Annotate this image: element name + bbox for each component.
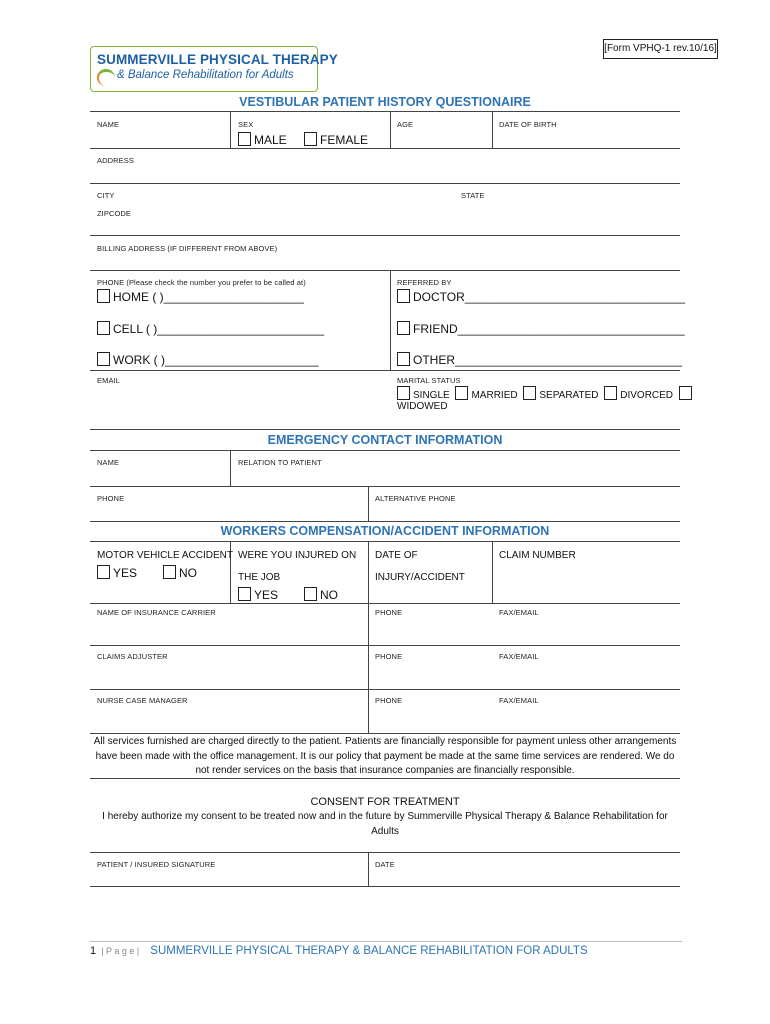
injury-date-label-1: DATE OF xyxy=(375,550,418,561)
other-option[interactable] xyxy=(397,352,682,367)
phone-label: PHONE (Please check the number you prefer to be called at) xyxy=(97,278,306,287)
page-number: 1 xyxy=(90,945,97,957)
divider xyxy=(230,111,231,148)
job-yes-option[interactable] xyxy=(238,587,278,602)
insurance-carrier-label: NAME OF INSURANCE CARRIER xyxy=(97,608,216,617)
divider xyxy=(90,689,680,690)
mva-label: MOTOR VEHICLE ACCIDENT xyxy=(97,550,233,561)
home-checkbox[interactable] xyxy=(97,289,110,303)
divider xyxy=(492,541,493,603)
divider xyxy=(90,111,680,112)
other-checkbox[interactable] xyxy=(397,352,410,366)
emergency-name-label: NAME xyxy=(97,458,120,467)
work-checkbox[interactable] xyxy=(97,352,110,366)
mva-no-option[interactable] xyxy=(163,565,197,580)
divider xyxy=(90,541,680,542)
sex-label: SEX xyxy=(238,120,254,129)
single-checkbox[interactable] xyxy=(397,386,410,400)
practice-logo xyxy=(90,46,338,92)
cell-phone-option[interactable] xyxy=(97,321,324,336)
married-label: MARRIED xyxy=(471,390,518,401)
nurse-case-manager-label: NURSE CASE MANAGER xyxy=(97,696,188,705)
emergency-title: EMERGENCY CONTACT INFORMATION xyxy=(267,433,503,447)
friend-option[interactable] xyxy=(397,321,685,336)
divorced-checkbox[interactable] xyxy=(604,386,617,400)
logo-swoosh-icon xyxy=(97,69,115,86)
adjuster-phone-label: PHONE xyxy=(375,652,403,661)
footer-practice-name: SUMMERVILLE PHYSICAL THERAPY & BALANCE REHABILITATION FOR ADULTS xyxy=(150,945,588,957)
home-phone-option[interactable] xyxy=(97,289,304,304)
divider xyxy=(90,852,680,853)
alt-phone-label: ALTERNATIVE PHONE xyxy=(375,494,456,503)
female-option[interactable] xyxy=(304,132,368,147)
logo-line-2: & Balance Rehabilitation for Adults xyxy=(117,69,294,81)
divider xyxy=(368,645,369,689)
divider xyxy=(90,521,680,522)
job-no-label: NO xyxy=(320,588,338,602)
divider xyxy=(90,645,680,646)
divider xyxy=(230,450,231,486)
divorced-label: DIVORCED xyxy=(620,390,674,401)
page-label: | P a g e | xyxy=(101,946,140,956)
relation-label: RELATION TO PATIENT xyxy=(238,458,322,467)
female-checkbox[interactable] xyxy=(304,132,317,146)
zipcode-label: ZIPCODE xyxy=(97,209,132,218)
injury-date-label-2: INJURY/ACCIDENT xyxy=(375,572,465,583)
divider xyxy=(390,111,391,148)
widowed-label: WIDOWED xyxy=(397,401,448,412)
consent-title: CONSENT FOR TREATMENT xyxy=(310,796,460,808)
separated-label: SEPARATED xyxy=(539,390,599,401)
doctor-checkbox[interactable] xyxy=(397,289,410,303)
divider xyxy=(90,270,680,271)
separated-checkbox[interactable] xyxy=(523,386,536,400)
footer-divider xyxy=(90,941,682,942)
city-label: CITY xyxy=(97,191,115,200)
divider xyxy=(368,689,369,733)
footer xyxy=(90,945,588,957)
divider xyxy=(390,270,391,370)
divider xyxy=(368,541,369,645)
referred-by-label: REFERRED BY xyxy=(397,278,452,287)
mva-yes-label: YES xyxy=(113,566,138,580)
male-option[interactable] xyxy=(238,132,287,147)
friend-label: FRIEND__________________________________ xyxy=(413,322,685,336)
address-label: ADDRESS xyxy=(97,156,134,165)
logo-line-1: SUMMERVILLE PHYSICAL THERAPY xyxy=(97,52,338,67)
nurse-phone-label: PHONE xyxy=(375,696,403,705)
email-label: EMAIL xyxy=(97,376,121,385)
injured-label-1: WERE YOU INJURED ON xyxy=(238,550,357,561)
divider xyxy=(90,603,680,604)
job-no-option[interactable] xyxy=(304,587,338,602)
divider xyxy=(90,733,680,734)
work-phone-option[interactable] xyxy=(97,352,319,367)
divider xyxy=(90,450,680,451)
name-label: NAME xyxy=(97,120,120,129)
divider xyxy=(90,778,680,779)
divider xyxy=(368,852,369,886)
age-label: AGE xyxy=(397,120,414,129)
work-phone-label: WORK ( )_______________________ xyxy=(113,353,319,367)
signature-label: PATIENT / INSURED SIGNATURE xyxy=(97,860,216,869)
doctor-label: DOCTOR_________________________________ xyxy=(413,290,686,304)
divider xyxy=(368,486,369,521)
divider xyxy=(90,886,680,887)
form-number: [Form VPHQ-1 rev.10/16] xyxy=(603,39,718,59)
divider xyxy=(90,235,680,236)
single-label: SINGLE xyxy=(413,390,450,401)
injured-label-2: THE JOB xyxy=(238,572,281,583)
mva-yes-checkbox[interactable] xyxy=(97,565,110,579)
billing-notice: All services furnished are charged directly to the patient. Patients are financially responsible for payment unless other arrangements have been made with the office management. It is our policy that payment be made at the same time services are rendered. We do not render services on the basis that insurance companies are financially responsible. xyxy=(93,736,677,776)
mva-no-checkbox[interactable] xyxy=(163,565,176,579)
nurse-fax-label: FAX/EMAIL xyxy=(499,696,539,705)
form-title: VESTIBULAR PATIENT HISTORY QUESTIONAIRE xyxy=(239,95,531,109)
female-label: FEMALE xyxy=(320,133,369,147)
divider xyxy=(90,148,680,149)
marital-status-label: MARITAL STATUS xyxy=(397,376,461,385)
job-yes-checkbox[interactable] xyxy=(238,587,251,601)
male-label: MALE xyxy=(254,133,287,147)
widowed-checkbox[interactable] xyxy=(679,386,692,400)
doctor-option[interactable] xyxy=(397,289,685,304)
claim-number-label: CLAIM NUMBER xyxy=(499,550,576,561)
mva-yes-option[interactable] xyxy=(97,565,137,580)
divider xyxy=(90,370,680,371)
workers-comp-title: WORKERS COMPENSATION/ACCIDENT INFORMATION xyxy=(220,524,550,538)
carrier-phone-label: PHONE xyxy=(375,608,403,617)
other-label: OTHER__________________________________ xyxy=(413,353,682,367)
job-no-checkbox[interactable] xyxy=(304,587,317,601)
job-yes-label: YES xyxy=(254,588,279,602)
marital-options xyxy=(397,386,677,401)
state-label: STATE xyxy=(461,191,485,200)
billing-address-label: BILLING ADDRESS (IF DIFFERENT FROM ABOVE) xyxy=(97,244,278,253)
dob-label: DATE OF BIRTH xyxy=(499,120,557,129)
carrier-fax-label: FAX/EMAIL xyxy=(499,608,539,617)
friend-checkbox[interactable] xyxy=(397,321,410,335)
divider xyxy=(90,429,680,430)
cell-checkbox[interactable] xyxy=(97,321,110,335)
mva-no-label: NO xyxy=(179,566,197,580)
emergency-phone-label: PHONE xyxy=(97,494,125,503)
signature-date-label: DATE xyxy=(375,860,395,869)
male-checkbox[interactable] xyxy=(238,132,251,146)
divider xyxy=(492,111,493,148)
consent-text: I hereby authorize my consent to be treated now and in the future by Summerville Physical Therapy & Balance Rehabilitation for Adults xyxy=(102,811,668,837)
cell-phone-label: CELL ( )_________________________ xyxy=(113,322,325,336)
divider xyxy=(90,183,680,184)
adjuster-fax-label: FAX/EMAIL xyxy=(499,652,539,661)
divider xyxy=(90,486,680,487)
married-checkbox[interactable] xyxy=(455,386,468,400)
home-phone-label: HOME ( )_____________________ xyxy=(113,290,304,304)
claims-adjuster-label: CLAIMS ADJUSTER xyxy=(97,652,168,661)
